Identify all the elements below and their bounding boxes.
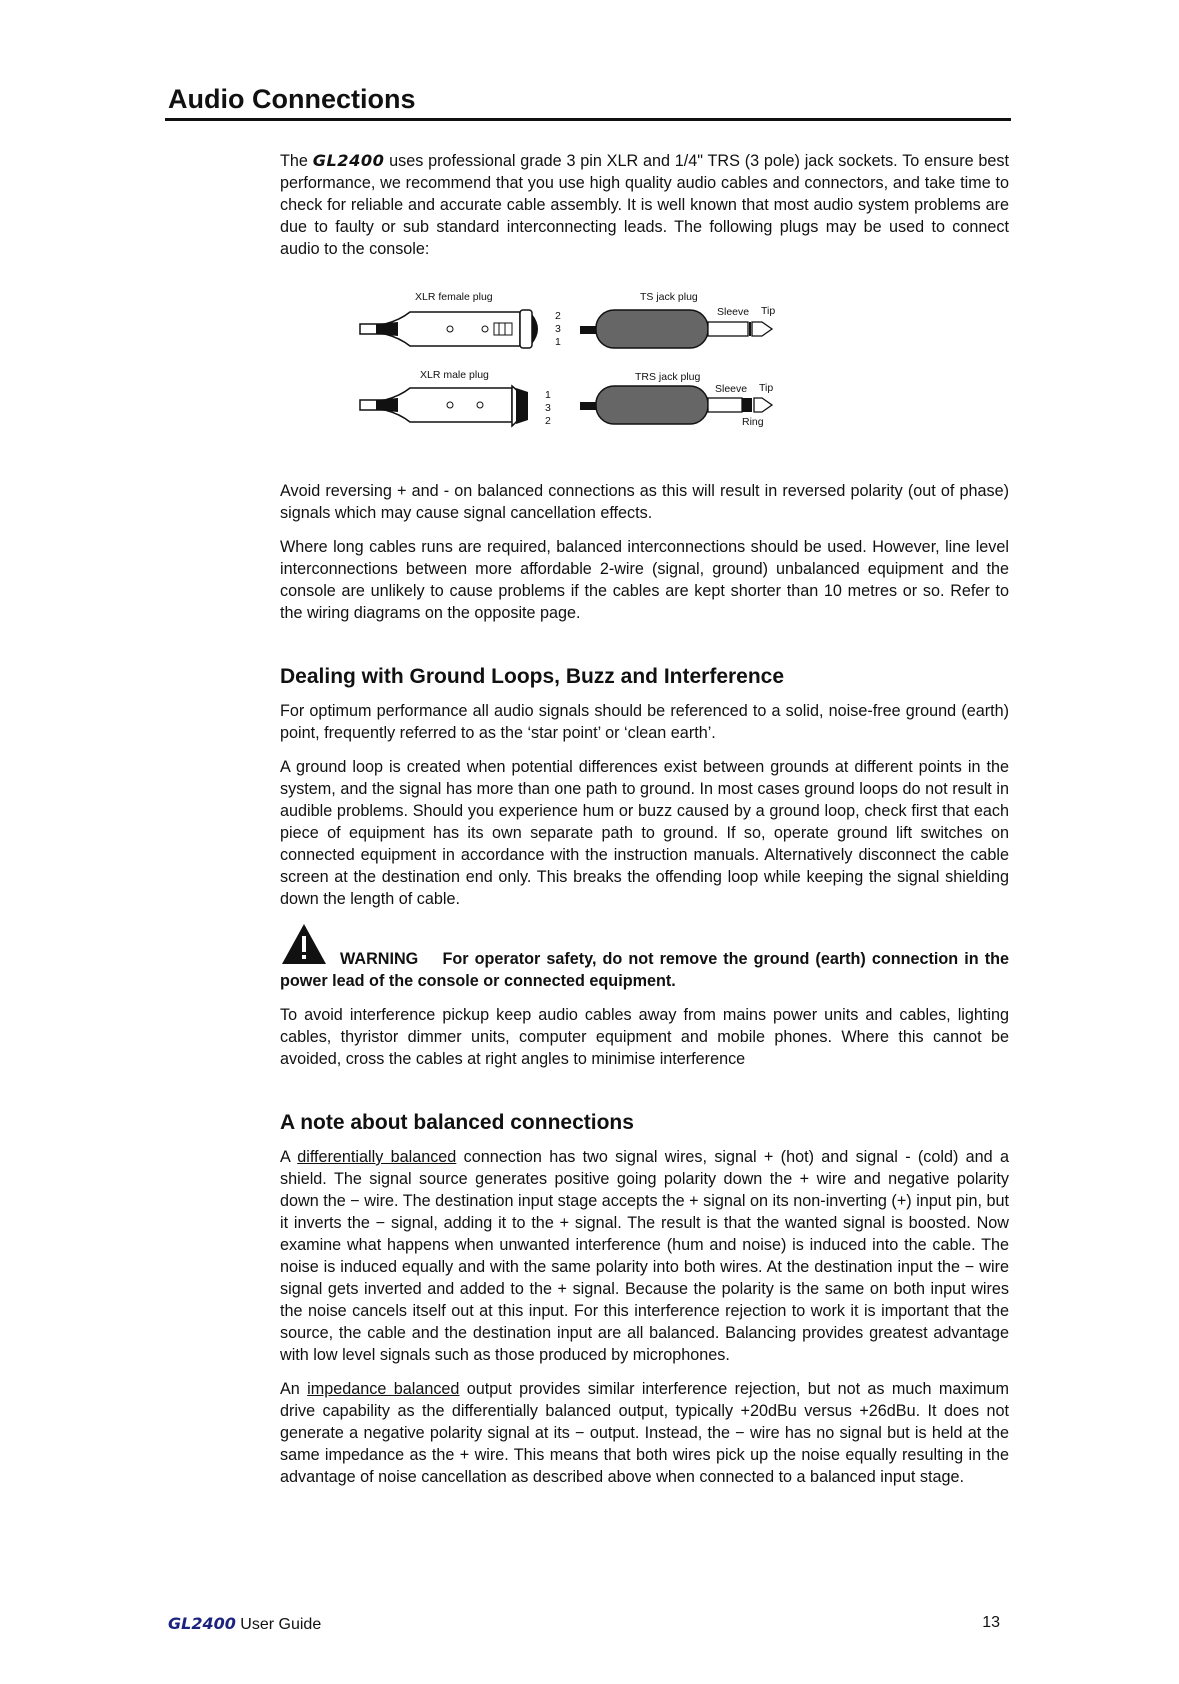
- balanced-p2-pre: An: [280, 1380, 308, 1398]
- page-footer: [168, 1614, 1000, 1634]
- plug-diagram-svg: [280, 272, 1009, 472]
- long-cables-paragraph: Where long cables runs are required, balanced interconnections should be used. However, line level interconnections between more affordable 2-wire (signal, ground) unbalanced equipment and the console are unlikely to cause problems if the cables are kept shorter than 10 metres or so. Refer to the wiring diagrams on the opposite page.: [280, 538, 1009, 622]
- warning-text: [280, 922, 1009, 992]
- trs-jack-label: TRS jack plug: [635, 371, 701, 383]
- ground-paragraph-2: A ground loop is created when potential differences exist between grounds at different points in the system, and the signal has more than one path to ground. In most cases ground loops do not result in audible problems. Should you experience hum or buzz caused by a ground loop, check first that each piece of equipment has its own separate path to ground. If so, operate ground lift switches on connected equipment in accordance with the instruction manuals. Alternatively disconnect the cable screen at the destination end only. This breaks the offending loop while keeping the signal shielding down the length of cable.: [280, 758, 1009, 908]
- ts-jack-label: TS jack plug: [640, 291, 698, 303]
- brand-logo: GL2400: [312, 151, 385, 170]
- ts-sleeve-label: Sleeve: [717, 306, 750, 318]
- plug-diagram: [280, 272, 1009, 472]
- intro-post: uses professional grade 3 pin XLR and 1/4" TRS (3 pole) jack sockets. To ensure best performance, we recommend that you use high quality audio cables and connectors, and take time to check for reliable and accurate cable assembly. It is well known that most audio system problems are due to faulty or sub standard interconnecting leads. The following plugs may be used to connect audio to the console:: [280, 152, 1009, 258]
- warning-block: [280, 922, 1009, 992]
- warning-icon: [280, 922, 328, 966]
- xlr-female-plug-icon: [360, 310, 538, 348]
- xlr-female-pin-a: 2: [555, 310, 561, 322]
- ground-paragraph-1: For optimum performance all audio signals should be referenced to a solid, noise-free ground (earth) point, frequently referred to as the ‘star point’ or ‘clean earth’.: [280, 702, 1009, 742]
- main-content: [280, 150, 1009, 1500]
- impedance-balanced-term: impedance balanced: [307, 1380, 460, 1398]
- intro-paragraph: [280, 150, 1009, 260]
- balanced-paragraph-2: [280, 1378, 1009, 1488]
- warning-label: WARNING: [340, 950, 419, 968]
- xlr-male-pin-a: 1: [545, 389, 551, 401]
- intro-pre: The: [280, 152, 313, 170]
- footer-brand-logo: GL2400: [168, 1614, 236, 1633]
- xlr-male-label: XLR male plug: [420, 369, 489, 381]
- page-number: 13: [982, 1614, 1000, 1631]
- page-title: Audio Connections: [168, 84, 416, 114]
- balanced-heading: A note about balanced connections: [280, 1111, 634, 1134]
- balanced-paragraph-1: [280, 1146, 1009, 1366]
- differentially-balanced-term: differentially balanced: [297, 1148, 457, 1166]
- balanced-p1-post: connection has two signal wires, signal + (hot) and signal - (cold) and a shield. The signal source generates positive going polarity down the + wire and negative polarity down the − wire. The destination input stage accepts the + signal on its non-inverting (+) input pin, but it inverts the − signal, adding it to the + signal. The result is that the wanted signal is boosted. Now examine what happens when unwanted interference (hum and noise) is induced into the cable. The noise is induced equally and with the same polarity into both wires. At the destination input the − wire signal gets inverted and added to the + signal. Because the polarity is the same on both input wires the noise cancels itself out at this input. For this interference rejection to work it is important that the source, the cable and the destination input are all balanced. Balancing provides greatest advantage with low level signals such as those produced by microphones.: [280, 1148, 1009, 1364]
- title-rule: [165, 118, 1011, 121]
- xlr-female-label: XLR female plug: [415, 291, 493, 303]
- ts-tip-label: Tip: [761, 305, 776, 317]
- xlr-female-pin-b: 3: [555, 323, 561, 335]
- balanced-p1-pre: A: [280, 1148, 298, 1166]
- trs-sleeve-label: Sleeve: [715, 383, 748, 395]
- balanced-p2-post: output provides similar interference rejection, but not as much maximum drive capability as the differentially balanced output, typically +20dBu versus +26dBu. It does not generate a negative polarity signal at its − output. Instead, the − wire has no signal but is held at the same impedance as the + wire. This means that both wires pick up the noise equally resulting in the advantage of noise cancellation as described above when connected to a balanced input stage.: [280, 1380, 1009, 1486]
- trs-ring-label: Ring: [742, 416, 764, 428]
- ground-loops-heading: Dealing with Ground Loops, Buzz and Interference: [280, 665, 785, 688]
- warning-message: For operator safety, do not remove the ground (earth) connection in the power lead of the console or connected equipment.: [280, 950, 1009, 990]
- footer-guide-label: User Guide: [235, 1616, 322, 1633]
- polarity-paragraph: Avoid reversing + and - on balanced connections as this will result in reversed polarity (out of phase) signals which may cause signal cancellation effects.: [280, 482, 1009, 522]
- xlr-male-plug-icon: [360, 386, 528, 426]
- xlr-male-pin-c: 2: [545, 415, 551, 427]
- xlr-female-pin-c: 1: [555, 336, 561, 348]
- xlr-male-pin-b: 3: [545, 402, 551, 414]
- interference-paragraph: To avoid interference pickup keep audio cables away from mains power units and cables, lighting cables, thyristor dimmer units, computer equipment and mobile phones. Where this cannot be avoided, cross the cables at right angles to minimise interference: [280, 1006, 1009, 1068]
- trs-tip-label: Tip: [759, 382, 774, 394]
